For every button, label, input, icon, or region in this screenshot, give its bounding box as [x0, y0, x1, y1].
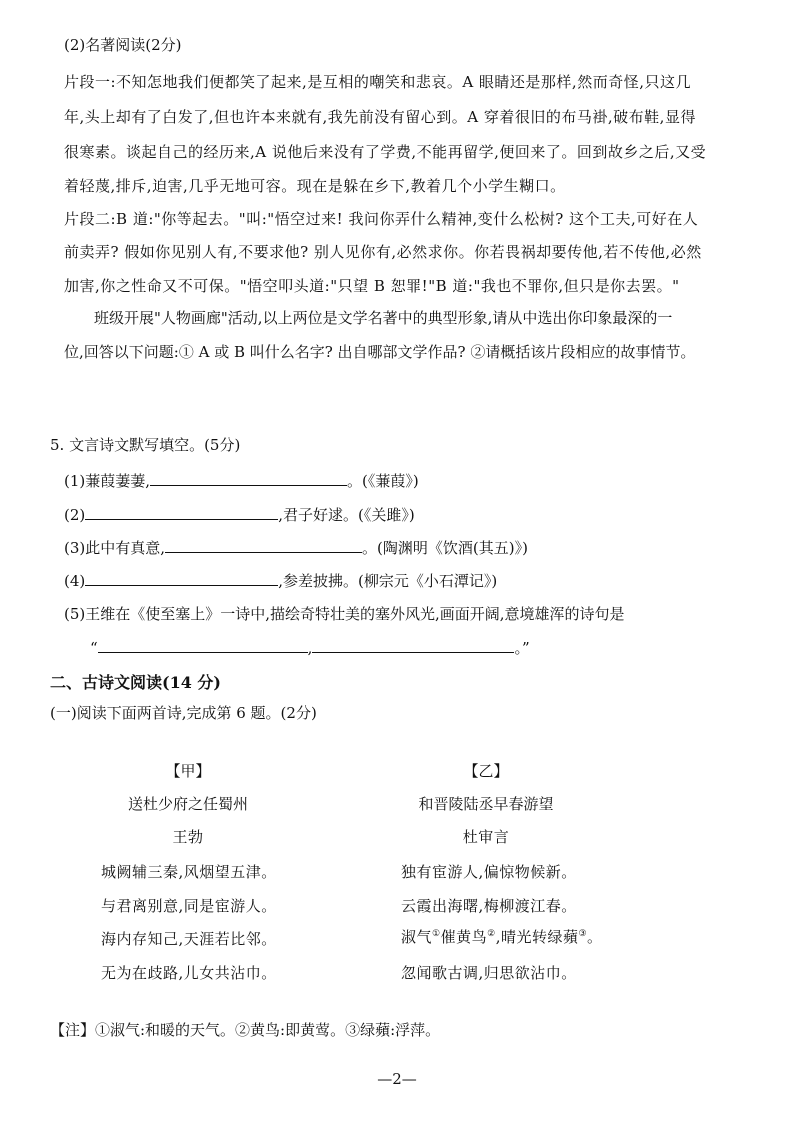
poem-a-line: 城阙辅三秦,风烟望五津。	[101, 863, 277, 881]
poem-text: 催黄鸟	[440, 928, 488, 946]
poem-b-line-3	[401, 926, 603, 947]
fragment2-line: 片段二:B 道:"你等起去。"叫:"悟空过来! 我问你弄什么精神,变什么松树? 这个工夫,可好在人	[64, 210, 699, 228]
footnotes: 【注】①淑气:和暖的天气。②黄鸟:即黄莺。③绿蘋:浮萍。	[50, 1021, 441, 1039]
fragment1-line: 年,头上却有了白发了,但也许本来就有,我先前没有留心到。A 穿着很旧的布马褂,破布鞋,显得	[64, 108, 696, 126]
footnote-marker: ①	[432, 929, 441, 939]
answer-blank[interactable]	[150, 471, 347, 486]
q5-item-text: ,君子好逑。(《关雎》)	[278, 506, 415, 524]
section-2-heading: 二、古诗文阅读(14 分)	[50, 673, 221, 692]
answer-blank[interactable]	[98, 638, 308, 653]
poem-b-title: 和晋陵陆丞早春游望	[418, 795, 554, 813]
q5-item-1	[64, 470, 419, 491]
q5-item-4	[64, 570, 497, 591]
fragment2-line: 加害,你之性命又不可保。"悟空叩头道:"只望 B 恕罪!"B 道:"我也不罪你,但只是你去罢。"	[64, 277, 680, 295]
task-line: 位,回答以下问题:① A 或 B 叫什么名字? 出自哪部文学作品? ②请概括该片段相应的故事情节。	[64, 343, 696, 361]
q4-2-heading: (2)名著阅读(2分)	[64, 36, 182, 54]
q5-heading: 5. 文言诗文默写填空。(5分)	[50, 436, 241, 454]
poem-b-line: 忽闻歌古调,归思欲沾巾。	[401, 964, 577, 982]
answer-blank[interactable]	[165, 538, 362, 553]
poem-b-author: 杜审言	[462, 828, 510, 846]
poem-a-line: 与君离别意,同是宦游人。	[101, 897, 277, 915]
poem-b-line: 独有宦游人,偏惊物候新。	[401, 863, 577, 881]
open-quote: “	[90, 639, 98, 657]
poem-a-line: 无为在歧路,儿女共沾巾。	[101, 964, 277, 982]
answer-blank[interactable]	[312, 638, 514, 653]
poem-b-line: 云霞出海曙,梅柳渡江春。	[401, 897, 577, 915]
poem-text: ,晴光转绿蘋	[495, 928, 579, 946]
poem-a-line: 海内存知己,天涯若比邻。	[101, 930, 277, 948]
section-2-subheading: (一)阅读下面两首诗,完成第 6 题。(2分)	[50, 704, 317, 722]
fragment1-line: 很寒素。谈起自己的经历来,A 说他后来没有了学费,不能再留学,便回来了。回到故乡之后,又受	[64, 143, 707, 161]
q5-item-text: (1)蒹葭萋萋,	[64, 472, 151, 490]
q5-item-2	[64, 504, 415, 525]
q5-item-text: (2)	[64, 506, 86, 524]
q5-item-5-text: (5)王维在《使至塞上》一诗中,描绘奇特壮美的塞外风光,画面开阔,意境雄浑的诗句是	[64, 605, 625, 623]
q5-item-text: ,参差披拂。(柳宗元《小石潭记》)	[278, 572, 498, 590]
task-line: 班级开展"人物画廊"活动,以上两位是文学名著中的典型形象,请从中选出你印象最深的一	[94, 309, 673, 327]
comma: ,	[307, 639, 313, 657]
fragment1-line: 着轻蔑,排斥,迫害,几乎无地可容。现在是躲在乡下,教着几个小学生糊口。	[64, 177, 566, 195]
poem-text: 。	[587, 928, 603, 946]
q5-item-text: 。(《蒹葭》)	[347, 472, 419, 490]
answer-blank[interactable]	[85, 571, 278, 586]
answer-blank[interactable]	[85, 505, 278, 520]
footnote-marker: ②	[487, 929, 496, 939]
q5-item-5-blanks	[90, 637, 530, 658]
q5-item-3	[64, 537, 528, 558]
q5-item-text: 。(陶渊明《饮酒(其五)》)	[362, 539, 528, 557]
poem-b-label: 【乙】	[463, 762, 509, 780]
fragment2-line: 前卖弄? 假如你见别人有,不要求他? 别人见你有,必然求你。你若畏祸却要传他,若不传他,必然	[64, 243, 702, 261]
poem-text: 淑气	[401, 928, 433, 946]
poem-a-author: 王勃	[172, 828, 204, 846]
poem-a-title: 送杜少府之任蜀州	[127, 795, 248, 813]
page-number: —2—	[377, 1070, 417, 1088]
poem-a-label: 【甲】	[165, 762, 211, 780]
q5-item-text: (4)	[64, 572, 86, 590]
footnote-marker: ③	[578, 929, 588, 939]
close-quote: 。”	[514, 639, 530, 657]
fragment1-line: 片段一:不知怎地我们便都笑了起来,是互相的嘲笑和悲哀。A 眼睛还是那样,然而奇怪,只这几	[64, 73, 691, 91]
q5-item-text: (3)此中有真意,	[64, 539, 166, 557]
